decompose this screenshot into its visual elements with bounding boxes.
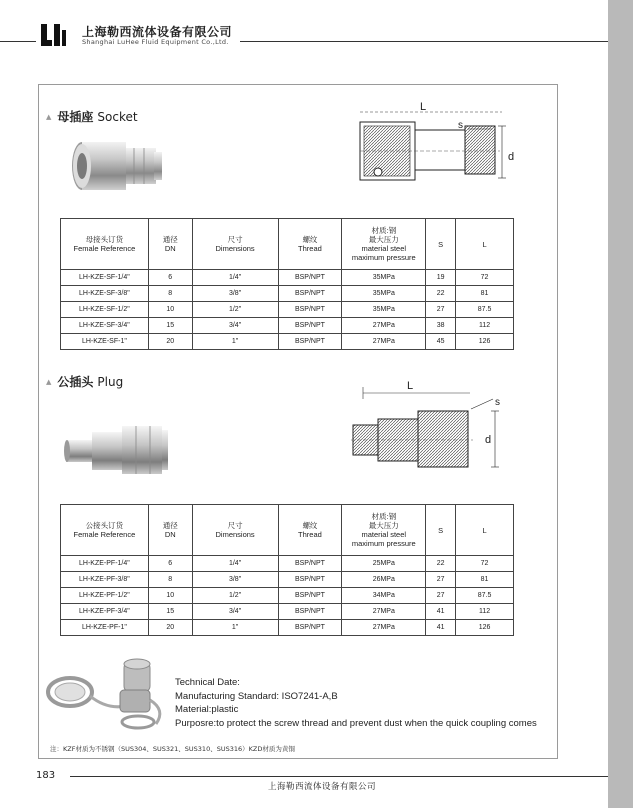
header-cell: 尺寸 Dimensions <box>192 219 278 270</box>
table-row <box>61 604 514 620</box>
table-cell: BSP/NPT <box>278 604 342 620</box>
socket-photo <box>68 138 168 198</box>
header-cell: L <box>456 505 514 556</box>
table-cell: BSP/NPT <box>278 270 342 286</box>
header-cell: 公接头订货 Female Reference <box>61 505 149 556</box>
table-cell: 1/2" <box>192 302 278 318</box>
plug-section-title <box>46 373 123 390</box>
technical-title: Technical Date: <box>175 677 240 688</box>
table-cell: 112 <box>456 318 514 334</box>
table-cell: 35MPa <box>342 302 426 318</box>
header-cell: 母接头订货 Female Reference <box>61 219 149 270</box>
plug-dim-s: s <box>495 397 500 408</box>
plug-photo <box>62 418 172 482</box>
table-cell: 81 <box>456 572 514 588</box>
table-cell: 8 <box>148 286 192 302</box>
plug-table-header <box>61 505 514 556</box>
table-cell: 1" <box>192 620 278 636</box>
page-number: 183 <box>36 770 56 781</box>
socket-title-cn: 母插座 <box>57 110 94 124</box>
plug-dimension-drawing <box>345 375 515 475</box>
header-cell: 材质:钢 最大压力 material steel maximum pressure <box>342 505 426 556</box>
page-header <box>0 0 608 58</box>
page-edge-bar <box>608 0 633 808</box>
table-cell: 20 <box>148 620 192 636</box>
table-cell: 35MPa <box>342 270 426 286</box>
table-cell: 126 <box>456 620 514 636</box>
header-cell: 螺纹 Thread <box>278 219 342 270</box>
table-cell: 45 <box>426 334 456 350</box>
table-cell: 87.5 <box>456 588 514 604</box>
plug-title-cn: 公插头 <box>57 375 94 389</box>
table-row <box>61 588 514 604</box>
table-cell: LH-KZE-PF-1" <box>61 620 149 636</box>
table-cell: 35MPa <box>342 286 426 302</box>
table-cell: 3/8" <box>192 572 278 588</box>
header-cell: 材质:钢 最大压力 material steel maximum pressure <box>342 219 426 270</box>
triangle-bullet-icon: ▲ <box>46 378 52 386</box>
table-row <box>61 302 514 318</box>
header-cell: S <box>426 219 456 270</box>
socket-dim-d: d <box>508 151 515 163</box>
plug-title-en: Plug <box>97 375 124 389</box>
table-cell: 19 <box>426 270 456 286</box>
table-cell: 6 <box>148 556 192 572</box>
table-cell: LH-KZE-PF-1/4" <box>61 556 149 572</box>
table-cell: 34MPa <box>342 588 426 604</box>
header-cell: L <box>456 219 514 270</box>
table-cell: 27MPa <box>342 620 426 636</box>
table-cell: 1/4" <box>192 270 278 286</box>
socket-dim-L: L <box>420 101 427 113</box>
table-cell: LH-KZE-SF-1/4" <box>61 270 149 286</box>
table-cell: 27MPa <box>342 334 426 350</box>
table-cell: BSP/NPT <box>278 286 342 302</box>
table-cell: 3/8" <box>192 286 278 302</box>
plug-dim-L: L <box>407 380 414 392</box>
header-cell: S <box>426 505 456 556</box>
table-cell: BSP/NPT <box>278 334 342 350</box>
table-cell: 10 <box>148 588 192 604</box>
material-note: 注：KZF材质为不锈钢（SUS304、SUS321、SUS310、SUS316）KZD材质为黄铜 <box>50 745 295 753</box>
header-cell: 螺纹 Thread <box>278 505 342 556</box>
table-cell: 41 <box>426 604 456 620</box>
header-rule-left <box>0 41 36 42</box>
table-cell: 87.5 <box>456 302 514 318</box>
company-name-en: Shanghai LuHee Fluid Equipment Co.,Ltd. <box>82 38 229 46</box>
table-cell: 25MPa <box>342 556 426 572</box>
table-cell: 3/4" <box>192 604 278 620</box>
table-row <box>61 270 514 286</box>
table-cell: BSP/NPT <box>278 620 342 636</box>
manufacturing-standard: Manufacturing Standard: ISO7241-A,B <box>175 690 338 702</box>
table-cell: 3/4" <box>192 318 278 334</box>
table-cell: 10 <box>148 302 192 318</box>
table-cell: 41 <box>426 620 456 636</box>
table-row <box>61 334 514 350</box>
dust-cap-photo <box>42 652 172 732</box>
table-row <box>61 572 514 588</box>
material-text: Material:plastic <box>175 704 239 715</box>
purpose-text: Purposre:to protect the screw thread and prevent dust when the quick coupling comes <box>175 717 537 729</box>
table-cell: 1/2" <box>192 588 278 604</box>
table-cell: BSP/NPT <box>278 556 342 572</box>
table-cell: 15 <box>148 604 192 620</box>
header-cell: 通径 DN <box>148 505 192 556</box>
table-row <box>61 620 514 636</box>
plug-spec-table <box>60 504 514 636</box>
socket-dimension-drawing <box>350 100 520 195</box>
table-cell: LH-KZE-SF-1" <box>61 334 149 350</box>
table-cell: 22 <box>426 556 456 572</box>
table-cell: BSP/NPT <box>278 318 342 334</box>
socket-table-header <box>61 219 514 270</box>
table-cell: LH-KZE-SF-1/2" <box>61 302 149 318</box>
table-row <box>61 556 514 572</box>
table-cell: LH-KZE-PF-3/8" <box>61 572 149 588</box>
table-cell: 22 <box>426 286 456 302</box>
company-logo <box>38 22 68 48</box>
table-cell: 27MPa <box>342 604 426 620</box>
footer-company-name: 上海勒西流体设备有限公司 <box>268 782 377 792</box>
table-cell: 8 <box>148 572 192 588</box>
header-rule-right <box>240 41 608 42</box>
table-cell: 27 <box>426 302 456 318</box>
table-cell: 20 <box>148 334 192 350</box>
table-cell: 27MPa <box>342 318 426 334</box>
header-cell: 尺寸 Dimensions <box>192 505 278 556</box>
table-cell: BSP/NPT <box>278 572 342 588</box>
table-cell: BSP/NPT <box>278 588 342 604</box>
table-row <box>61 286 514 302</box>
table-cell: 15 <box>148 318 192 334</box>
table-cell: 26MPa <box>342 572 426 588</box>
socket-dim-s: s <box>458 120 463 131</box>
technical-info <box>175 676 537 730</box>
table-cell: 27 <box>426 588 456 604</box>
table-cell: LH-KZE-SF-3/8" <box>61 286 149 302</box>
table-cell: 126 <box>456 334 514 350</box>
table-cell: 38 <box>426 318 456 334</box>
table-cell: 1/4" <box>192 556 278 572</box>
plug-dim-d: d <box>485 434 492 446</box>
table-cell: 72 <box>456 270 514 286</box>
footer-rule <box>70 776 608 777</box>
company-name-cn: 上海勒西流体设备有限公司 <box>82 25 233 39</box>
table-cell: LH-KZE-PF-3/4" <box>61 604 149 620</box>
table-cell: 6 <box>148 270 192 286</box>
socket-spec-table <box>60 218 514 350</box>
table-cell: 81 <box>456 286 514 302</box>
table-cell: LH-KZE-PF-1/2" <box>61 588 149 604</box>
table-cell: 27 <box>426 572 456 588</box>
table-cell: 72 <box>456 556 514 572</box>
socket-title-en: Socket <box>97 110 138 124</box>
header-cell: 通径 DN <box>148 219 192 270</box>
table-cell: LH-KZE-SF-3/4" <box>61 318 149 334</box>
socket-section-title <box>46 108 138 125</box>
table-cell: 112 <box>456 604 514 620</box>
triangle-bullet-icon: ▲ <box>46 113 52 121</box>
table-cell: BSP/NPT <box>278 302 342 318</box>
table-row <box>61 318 514 334</box>
table-cell: 1" <box>192 334 278 350</box>
